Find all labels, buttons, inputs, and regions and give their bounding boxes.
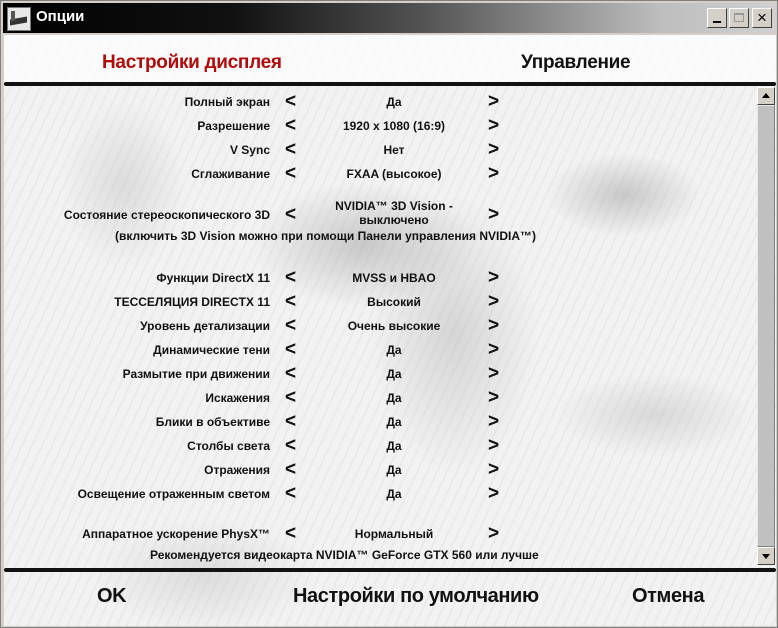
tab-controls[interactable]: Управление bbox=[521, 52, 631, 73]
next-arrow-button[interactable]: > bbox=[488, 139, 500, 160]
setting-label: Функции DirectX 11 bbox=[156, 271, 270, 285]
setting-value: Да bbox=[386, 95, 402, 109]
setting-row-bounce-lighting bbox=[4, 484, 754, 504]
next-arrow-button[interactable]: > bbox=[488, 204, 500, 225]
setting-row-light-shafts bbox=[4, 436, 754, 456]
physx-note: Рекомендуется видеокарта NVIDIA™ GeForce GTX 560 или лучше bbox=[150, 548, 539, 562]
setting-value: Да bbox=[386, 367, 402, 381]
setting-value: Да bbox=[386, 463, 402, 477]
prev-arrow-button[interactable]: < bbox=[285, 163, 297, 184]
setting-value-line2: выключено bbox=[359, 213, 429, 227]
vertical-scrollbar[interactable] bbox=[757, 87, 775, 565]
setting-label: Состояние стереоскопического 3D bbox=[63, 208, 270, 222]
divider-top bbox=[4, 82, 776, 86]
options-content bbox=[4, 35, 776, 626]
setting-row-directx11-features bbox=[4, 268, 754, 288]
setting-label: Полный экран bbox=[184, 95, 270, 109]
setting-row-distortion bbox=[4, 388, 754, 408]
window-title: Опции bbox=[36, 8, 85, 25]
setting-value: Нормальный bbox=[354, 527, 434, 541]
setting-value: Да bbox=[386, 487, 402, 501]
setting-value: Да bbox=[386, 439, 402, 453]
next-arrow-button[interactable]: > bbox=[488, 91, 500, 112]
next-arrow-button[interactable]: > bbox=[488, 363, 500, 384]
prev-arrow-button[interactable]: < bbox=[285, 387, 297, 408]
prev-arrow-button[interactable]: < bbox=[285, 435, 297, 456]
setting-row-fullscreen bbox=[4, 92, 754, 112]
setting-label: Аппаратное ускорение PhysX™ bbox=[82, 527, 270, 541]
setting-row-antialiasing bbox=[4, 164, 754, 184]
tab-display-settings[interactable]: Настройки дисплея bbox=[102, 52, 282, 73]
setting-row-tessellation bbox=[4, 292, 754, 312]
setting-row-vsync bbox=[4, 140, 754, 160]
title-bar[interactable] bbox=[3, 3, 775, 33]
setting-value: FXAA (высокое) bbox=[346, 167, 442, 181]
setting-label: Сглаживание bbox=[191, 167, 270, 181]
setting-label: Освещение отраженным светом bbox=[77, 487, 270, 501]
setting-value bbox=[304, 199, 484, 227]
maximize-button[interactable] bbox=[729, 8, 749, 28]
next-arrow-button[interactable]: > bbox=[488, 339, 500, 360]
next-arrow-button[interactable]: > bbox=[488, 523, 500, 544]
prev-arrow-button[interactable]: < bbox=[285, 291, 297, 312]
divider-bottom bbox=[4, 568, 776, 572]
next-arrow-button[interactable]: > bbox=[488, 115, 500, 136]
prev-arrow-button[interactable]: < bbox=[285, 204, 297, 225]
setting-row-detail-level bbox=[4, 316, 754, 336]
tab-bar bbox=[4, 35, 776, 85]
setting-label: Блики в объективе bbox=[155, 415, 270, 429]
setting-value: Да bbox=[386, 415, 402, 429]
setting-row-reflections bbox=[4, 460, 754, 480]
next-arrow-button[interactable]: > bbox=[488, 315, 500, 336]
setting-label: Столбы света bbox=[187, 439, 270, 453]
prev-arrow-button[interactable]: < bbox=[285, 523, 297, 544]
setting-row-physx bbox=[4, 524, 754, 544]
cancel-button[interactable]: Отмена bbox=[632, 585, 705, 607]
prev-arrow-button[interactable]: < bbox=[285, 339, 297, 360]
prev-arrow-button[interactable]: < bbox=[285, 91, 297, 112]
next-arrow-button[interactable]: > bbox=[488, 291, 500, 312]
app-logo-icon bbox=[7, 7, 31, 31]
scroll-up-arrow-icon[interactable] bbox=[757, 87, 775, 105]
setting-row-stereo-3d bbox=[4, 199, 754, 227]
setting-label: Размытие при движении bbox=[122, 367, 270, 381]
next-arrow-button[interactable]: > bbox=[488, 163, 500, 184]
prev-arrow-button[interactable]: < bbox=[285, 483, 297, 504]
next-arrow-button[interactable]: > bbox=[488, 387, 500, 408]
scrollbar-thumb[interactable] bbox=[757, 105, 775, 547]
setting-label: ТЕССЕЛЯЦИЯ DIRECTX 11 bbox=[114, 295, 270, 309]
next-arrow-button[interactable]: > bbox=[488, 267, 500, 288]
prev-arrow-button[interactable]: < bbox=[285, 315, 297, 336]
setting-label: Искажения bbox=[205, 391, 270, 405]
prev-arrow-button[interactable]: < bbox=[285, 267, 297, 288]
setting-value: Очень высокие bbox=[347, 319, 441, 333]
setting-value: Нет bbox=[383, 143, 405, 157]
prev-arrow-button[interactable]: < bbox=[285, 459, 297, 480]
setting-row-lens-flares bbox=[4, 412, 754, 432]
next-arrow-button[interactable]: > bbox=[488, 435, 500, 456]
setting-row-dynamic-shadows bbox=[4, 340, 754, 360]
next-arrow-button[interactable]: > bbox=[488, 411, 500, 432]
setting-value: 1920 x 1080 (16:9) bbox=[342, 119, 446, 133]
setting-value: Да bbox=[386, 343, 402, 357]
setting-label: Отражения bbox=[204, 463, 270, 477]
setting-label: Уровень детализации bbox=[140, 319, 270, 333]
setting-value: Высокий bbox=[367, 295, 421, 309]
prev-arrow-button[interactable]: < bbox=[285, 115, 297, 136]
next-arrow-button[interactable]: > bbox=[488, 459, 500, 480]
stereo-3d-note: (включить 3D Vision можно при помощи Панели управления NVIDIA™) bbox=[115, 229, 537, 243]
setting-value: Да bbox=[386, 391, 402, 405]
setting-label: Разрешение bbox=[197, 119, 270, 133]
ok-button[interactable]: OK bbox=[97, 585, 127, 607]
next-arrow-button[interactable]: > bbox=[488, 483, 500, 504]
setting-label: V Sync bbox=[229, 143, 270, 157]
setting-value-line1: NVIDIA™ 3D Vision - bbox=[335, 199, 453, 213]
restore-defaults-button[interactable]: Настройки по умолчанию bbox=[293, 585, 539, 607]
prev-arrow-button[interactable]: < bbox=[285, 139, 297, 160]
settings-list bbox=[4, 87, 754, 565]
prev-arrow-button[interactable]: < bbox=[285, 411, 297, 432]
setting-value: MVSS и HBAO bbox=[352, 271, 436, 285]
prev-arrow-button[interactable]: < bbox=[285, 363, 297, 384]
setting-row-resolution bbox=[4, 116, 754, 136]
minimize-button[interactable] bbox=[707, 8, 727, 28]
setting-row-motion-blur bbox=[4, 364, 754, 384]
setting-label: Динамические тени bbox=[153, 343, 270, 357]
scroll-down-arrow-icon[interactable] bbox=[757, 547, 775, 565]
close-button[interactable]: × bbox=[752, 8, 772, 28]
